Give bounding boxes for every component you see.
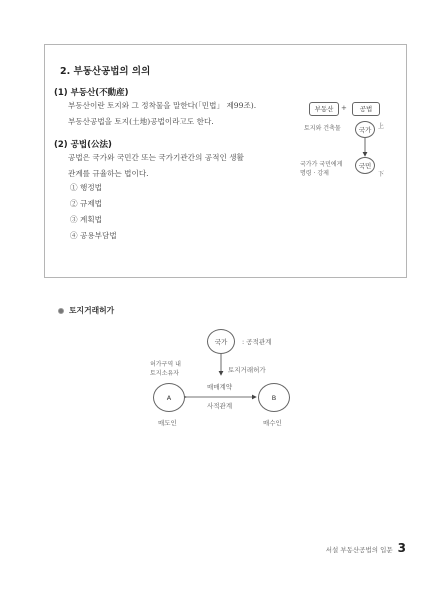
publiclaw-line-1: 공법은 국가와 국민간 또는 국가기관간의 공적인 생활: [68, 153, 244, 162]
lower-label: 下: [378, 171, 385, 178]
command-note-line-1: 국가가 국민에게: [300, 161, 343, 168]
list-item: ④ 공용부담법: [70, 231, 117, 240]
seller-label: 매도인: [158, 419, 177, 427]
list-item: ① 행정법: [70, 183, 103, 192]
realestate-line-1: 부동산이란 토지와 그 정착물을 말한다(「민법」 제99조).: [68, 101, 257, 110]
permit-region-line-2: 토지소유자: [150, 370, 179, 377]
state-circle: 국가: [355, 121, 375, 138]
list-item: ③ 계획법: [70, 215, 103, 224]
publiclaw-line-2: 관계를 규율하는 법이다.: [68, 169, 149, 178]
command-note-line-2: 명령 · 강제: [300, 170, 329, 177]
realestate-box: 부동산: [309, 102, 339, 116]
publiclaw-box: 공법: [352, 102, 380, 116]
plus-sign: +: [341, 104, 347, 112]
land-permit-label: 토지거래허가: [228, 366, 266, 374]
citizen-circle: 국민: [355, 157, 375, 174]
public-relation-label: : 공적관계: [242, 338, 272, 346]
buyer-label: 매수인: [263, 419, 282, 427]
buyer-node: B: [258, 383, 290, 412]
section-heading: 2. 부동산공법의 의의: [60, 66, 151, 77]
footer-text: 서설 부동산공법의 입문: [325, 546, 393, 554]
upper-label: 上: [378, 123, 385, 130]
land-building-caption: 토지와 건축물: [304, 125, 341, 132]
subsection-title-realestate: (1) 부동산(不動産): [54, 88, 129, 98]
page-number: 3: [397, 541, 406, 555]
sales-contract-label: 매매계약: [207, 383, 233, 391]
section-title-land-permit: [58, 305, 114, 316]
section-title-text: 토지거래허가: [69, 306, 115, 315]
seller-node: A: [153, 383, 185, 412]
realestate-line-2: 부동산공법을 토지(土地)공법이라고도 한다.: [68, 117, 214, 126]
private-relation-label: 사적관계: [207, 402, 233, 410]
subsection-title-publiclaw: (2) 공법(公法): [54, 140, 112, 150]
bullet-icon: [58, 308, 64, 314]
page-footer: [326, 541, 406, 555]
list-item: ② 규제법: [70, 199, 103, 208]
state-node: 국가: [207, 329, 235, 354]
permit-region-line-1: 허가구역 내: [150, 361, 181, 368]
